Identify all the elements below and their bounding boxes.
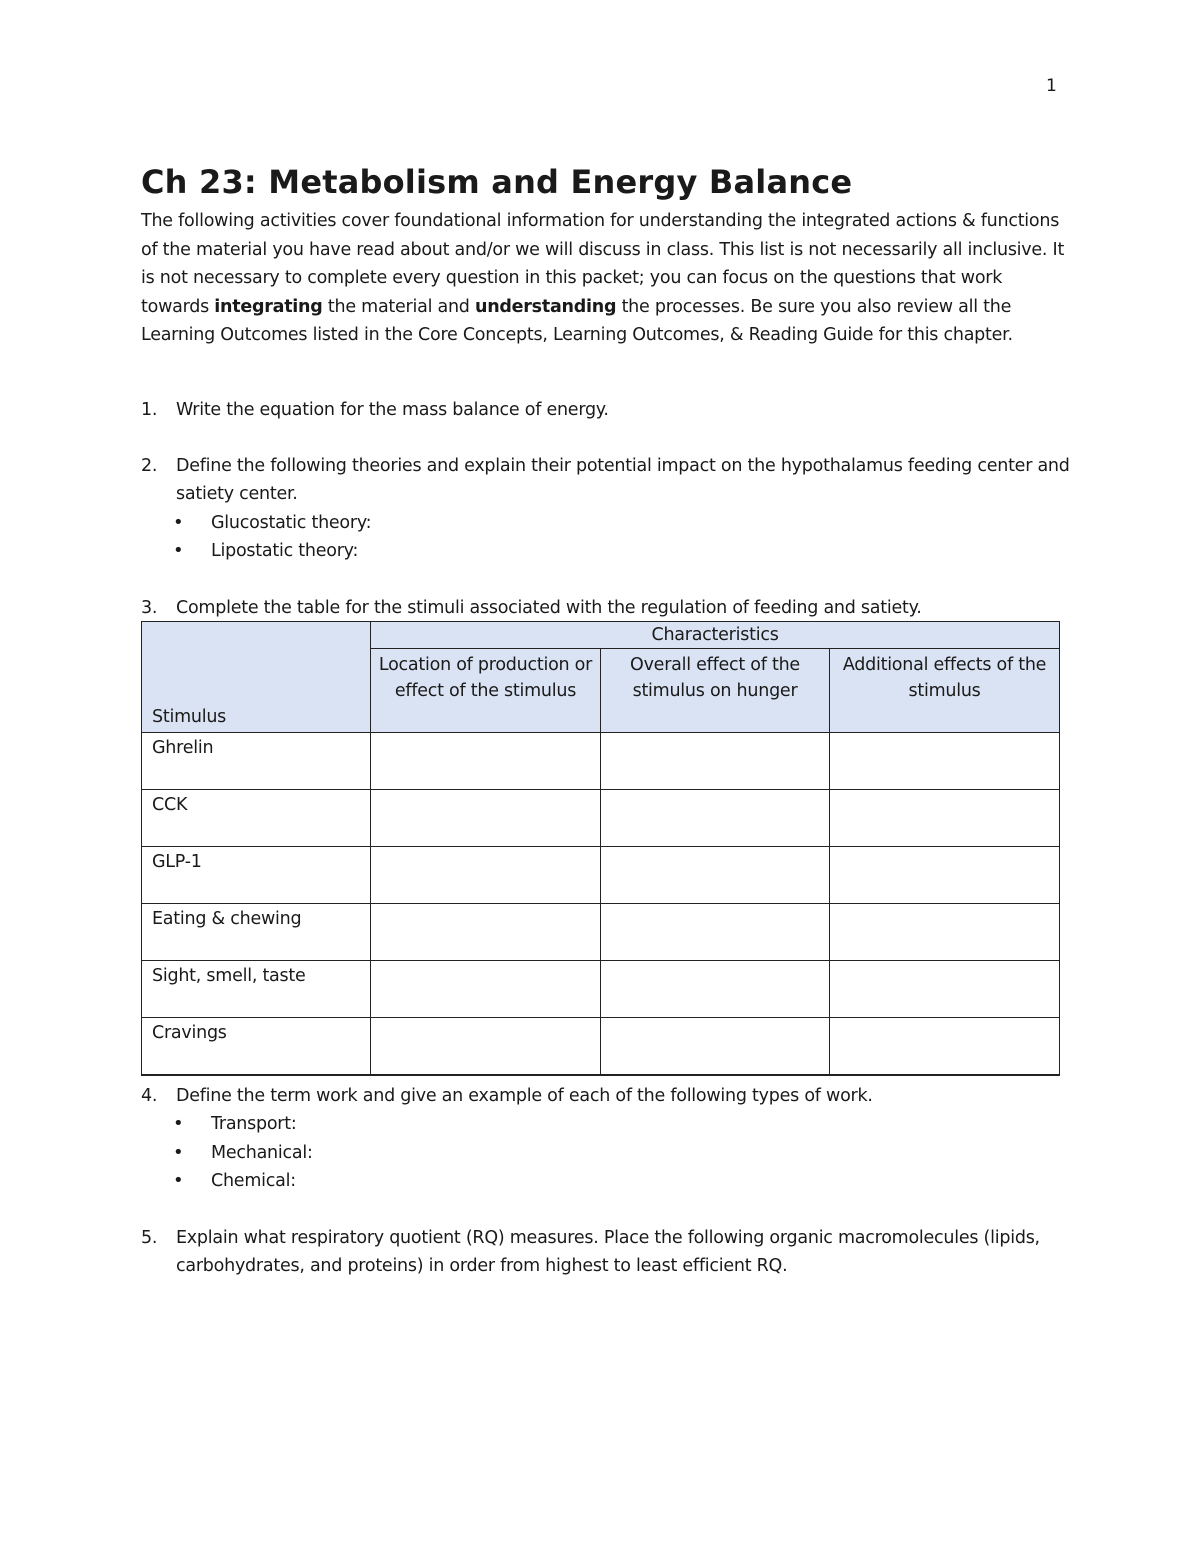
stimulus-header: Stimulus (142, 622, 371, 733)
stimulus-cell: Eating & chewing (142, 904, 371, 961)
answer-cell[interactable] (601, 847, 830, 904)
intro-text-4: the processes. Be sure you also review all the Learning Outcomes listed in the Core Concepts, Learning Outcomes, & Reading Guide for this chapter. (141, 296, 1013, 346)
question-text: Complete the table for the stimuli associated with the regulation of feeding and satiety. (176, 598, 922, 618)
question-number: 3. (141, 598, 158, 618)
question-4 (141, 1082, 1071, 1196)
column-header: Overall effect of the stimulus on hunger (601, 649, 830, 733)
intro-bold-understanding: understanding (474, 296, 617, 317)
bullet-list (141, 509, 1071, 566)
answer-cell[interactable] (830, 961, 1060, 1018)
answer-cell[interactable] (830, 904, 1060, 961)
bullet-item: • Chemical: (141, 1167, 1071, 1195)
question-number: 5. (141, 1228, 158, 1248)
answer-cell[interactable] (601, 733, 830, 790)
bullet-item: • Lipostatic theory: (141, 537, 1071, 565)
stimulus-cell: Sight, smell, taste (142, 961, 371, 1018)
stimuli-table (141, 621, 1060, 1076)
question-1 (141, 396, 1071, 424)
answer-cell[interactable] (830, 847, 1060, 904)
stimulus-cell: Cravings (142, 1018, 371, 1076)
intro-bold-integrating: integrating (214, 296, 323, 317)
intro-text-3: the material and (322, 296, 475, 317)
answer-cell[interactable] (830, 1018, 1060, 1076)
answer-cell[interactable] (601, 904, 830, 961)
column-header: Additional effects of the stimulus (830, 649, 1060, 733)
answer-cell[interactable] (371, 961, 601, 1018)
question-number: 4. (141, 1086, 158, 1106)
question-3 (141, 594, 1071, 622)
stimulus-cell: Ghrelin (142, 733, 371, 790)
answer-cell[interactable] (830, 733, 1060, 790)
answer-cell[interactable] (601, 961, 830, 1018)
answer-cell[interactable] (601, 790, 830, 847)
question-text: Explain what respiratory quotient (RQ) measures. Place the following organic macromolecules (lipids, carbohydrates, and proteins) in order from highest to least efficient RQ. (176, 1228, 1040, 1277)
stimulus-cell: GLP-1 (142, 847, 371, 904)
table-row (142, 1018, 1060, 1076)
question-2 (141, 452, 1071, 566)
table-row (142, 904, 1060, 961)
intro-text-1: The following activities cover foundational information for understanding the integrated actions & functions of the material you have read about and/or we will discuss in class. This list is not necessarily all inclusive. (141, 211, 1060, 260)
table-row (142, 733, 1060, 790)
page-title: Ch 23: Metabolism and Energy Balance (141, 163, 853, 201)
column-header: Location of production or effect of the stimulus (371, 649, 601, 733)
question-number: 2. (141, 456, 158, 476)
page-number: 1 (1046, 76, 1057, 96)
table-row (142, 790, 1060, 847)
table-row (142, 847, 1060, 904)
bullet-item: • Mechanical: (141, 1139, 1071, 1167)
answer-cell[interactable] (601, 1018, 830, 1076)
answer-cell[interactable] (371, 733, 601, 790)
bullet-list (141, 1110, 1071, 1195)
intro-paragraph (141, 207, 1066, 350)
answer-cell[interactable] (371, 790, 601, 847)
question-text: Define the term work and give an example of each of the following types of work. (176, 1086, 873, 1106)
question-number: 1. (141, 400, 158, 420)
answer-cell[interactable] (371, 1018, 601, 1076)
intro-text-2: It is not necessary to complete every question in this packet; you can focus on the questions that work towards (141, 239, 1065, 317)
question-text: Define the following theories and explain their potential impact on the hypothalamus feeding center and satiety center. (176, 456, 1070, 505)
characteristics-header: Characteristics (371, 622, 1060, 649)
bullet-item: • Glucostatic theory: (141, 509, 1071, 537)
bullet-item: • Transport: (141, 1110, 1071, 1138)
table-row (142, 961, 1060, 1018)
stimulus-cell: CCK (142, 790, 371, 847)
answer-cell[interactable] (371, 847, 601, 904)
question-text: Write the equation for the mass balance of energy. (176, 400, 609, 420)
question-5 (141, 1224, 1071, 1281)
answer-cell[interactable] (371, 904, 601, 961)
answer-cell[interactable] (830, 790, 1060, 847)
